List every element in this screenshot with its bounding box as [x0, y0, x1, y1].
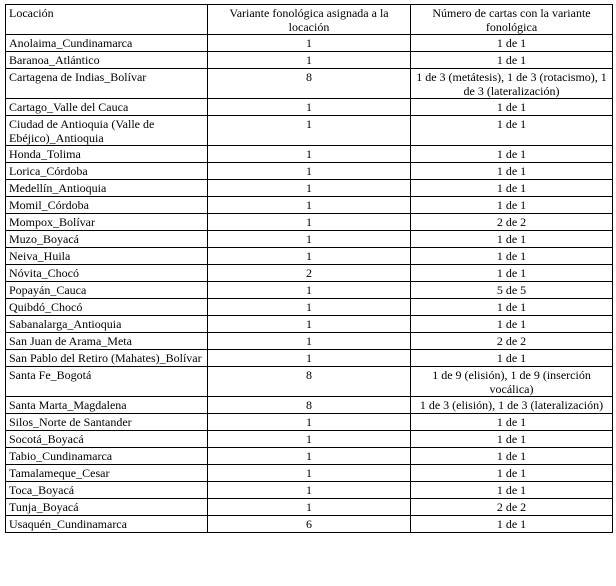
cell-location: Tunja_Boyacá [6, 499, 208, 516]
cell-cards: 2 de 2 [411, 499, 613, 516]
cell-location: Ciudad de Antioquia (Valle de Ebéjico)_Antioquia [6, 116, 208, 146]
table-row [6, 499, 613, 516]
cell-cards: 1 de 1 [411, 431, 613, 448]
cell-location: Baranoa_Atlántico [6, 52, 208, 69]
cell-location: Momil_Córdoba [6, 197, 208, 214]
cell-location: San Pablo del Retiro (Mahates)_Bolívar [6, 350, 208, 367]
table-row [6, 516, 613, 533]
table-row [6, 99, 613, 116]
table-row [6, 333, 613, 350]
cell-cards: 1 de 1 [411, 180, 613, 197]
cell-variant: 1 [208, 99, 411, 116]
table-row [6, 414, 613, 431]
cell-variant: 1 [208, 146, 411, 163]
cell-cards: 5 de 5 [411, 282, 613, 299]
table-row [6, 69, 613, 99]
cell-cards: 1 de 1 [411, 163, 613, 180]
header-variant: Variante fonológica asignada a la locación [208, 5, 411, 35]
cell-cards: 1 de 1 [411, 482, 613, 499]
cell-variant: 1 [208, 465, 411, 482]
cell-cards: 1 de 1 [411, 231, 613, 248]
table-row [6, 431, 613, 448]
cell-variant: 1 [208, 333, 411, 350]
cell-variant: 1 [208, 282, 411, 299]
cell-variant: 1 [208, 448, 411, 465]
header-cards: Número de cartas con la variante fonológica [411, 5, 613, 35]
cell-variant: 6 [208, 516, 411, 533]
cell-variant: 8 [208, 367, 411, 397]
cell-cards: 1 de 3 (metátesis), 1 de 3 (rotacismo), 1 de 3 (lateralización) [411, 69, 613, 99]
cell-variant: 1 [208, 52, 411, 69]
cell-location: Medellín_Antioquia [6, 180, 208, 197]
cell-cards: 1 de 1 [411, 52, 613, 69]
cell-location: Nóvita_Chocó [6, 265, 208, 282]
table-row [6, 116, 613, 146]
cell-location: Santa Fe_Bogotá [6, 367, 208, 397]
cell-cards: 1 de 1 [411, 99, 613, 116]
table-row [6, 299, 613, 316]
cell-location: Tamalameque_Cesar [6, 465, 208, 482]
cell-variant: 8 [208, 397, 411, 414]
cell-variant: 2 [208, 265, 411, 282]
cell-location: Usaquén_Cundinamarca [6, 516, 208, 533]
cell-cards: 1 de 1 [411, 248, 613, 265]
cell-cards: 1 de 1 [411, 146, 613, 163]
cell-cards: 1 de 1 [411, 197, 613, 214]
cell-variant: 1 [208, 350, 411, 367]
table-row [6, 465, 613, 482]
table-row [6, 448, 613, 465]
cell-cards: 1 de 1 [411, 35, 613, 52]
table-row [6, 316, 613, 333]
cell-location: San Juan de Arama_Meta [6, 333, 208, 350]
cell-cards: 1 de 9 (elisión), 1 de 9 (inserción vocálica) [411, 367, 613, 397]
cell-cards: 1 de 1 [411, 116, 613, 146]
cell-variant: 1 [208, 116, 411, 146]
cell-cards: 1 de 1 [411, 316, 613, 333]
cell-variant: 1 [208, 482, 411, 499]
cell-location: Anolaima_Cundinamarca [6, 35, 208, 52]
table-row [6, 248, 613, 265]
table-row [6, 265, 613, 282]
cell-location: Quibdó_Chocó [6, 299, 208, 316]
cell-location: Cartagena de Indias_Bolívar [6, 69, 208, 99]
cell-cards: 2 de 2 [411, 214, 613, 231]
table-row [6, 367, 613, 397]
table-row [6, 197, 613, 214]
cell-location: Socotá_Boyacá [6, 431, 208, 448]
cell-variant: 8 [208, 69, 411, 99]
cell-location: Silos_Norte de Santander [6, 414, 208, 431]
cell-variant: 1 [208, 248, 411, 265]
cell-cards: 1 de 1 [411, 299, 613, 316]
table-row [6, 52, 613, 69]
table-row [6, 350, 613, 367]
cell-location: Cartago_Valle del Cauca [6, 99, 208, 116]
cell-variant: 1 [208, 499, 411, 516]
table-row [6, 231, 613, 248]
cell-variant: 1 [208, 214, 411, 231]
cell-location: Sabanalarga_Antioquia [6, 316, 208, 333]
cell-variant: 1 [208, 299, 411, 316]
cell-cards: 1 de 1 [411, 465, 613, 482]
cell-location: Muzo_Boyacá [6, 231, 208, 248]
cell-cards: 1 de 3 (elisión), 1 de 3 (lateralización) [411, 397, 613, 414]
cell-variant: 1 [208, 414, 411, 431]
cell-location: Neiva_Huila [6, 248, 208, 265]
cell-cards: 1 de 1 [411, 414, 613, 431]
cell-cards: 1 de 1 [411, 350, 613, 367]
cell-cards: 1 de 1 [411, 516, 613, 533]
cell-variant: 1 [208, 35, 411, 52]
cell-variant: 1 [208, 316, 411, 333]
cell-location: Tabio_Cundinamarca [6, 448, 208, 465]
cell-cards: 1 de 1 [411, 265, 613, 282]
cell-variant: 1 [208, 431, 411, 448]
table-row [6, 482, 613, 499]
cell-variant: 1 [208, 163, 411, 180]
cell-location: Popayán_Cauca [6, 282, 208, 299]
header-location: Locación [6, 5, 208, 35]
cell-cards: 2 de 2 [411, 333, 613, 350]
table-row [6, 214, 613, 231]
table-row [6, 35, 613, 52]
cell-location: Lorica_Córdoba [6, 163, 208, 180]
cell-cards: 1 de 1 [411, 448, 613, 465]
cell-location: Honda_Tolima [6, 146, 208, 163]
cell-location: Mompox_Bolívar [6, 214, 208, 231]
cell-variant: 1 [208, 197, 411, 214]
cell-variant: 1 [208, 180, 411, 197]
table-row [6, 397, 613, 414]
table-row [6, 163, 613, 180]
table-row [6, 180, 613, 197]
table-body [6, 35, 613, 533]
cell-location: Santa Marta_Magdalena [6, 397, 208, 414]
table-row [6, 146, 613, 163]
cell-variant: 1 [208, 231, 411, 248]
cell-location: Toca_Boyacá [6, 482, 208, 499]
locations-table [5, 4, 613, 533]
table-row [6, 282, 613, 299]
table-header-row [6, 5, 613, 35]
